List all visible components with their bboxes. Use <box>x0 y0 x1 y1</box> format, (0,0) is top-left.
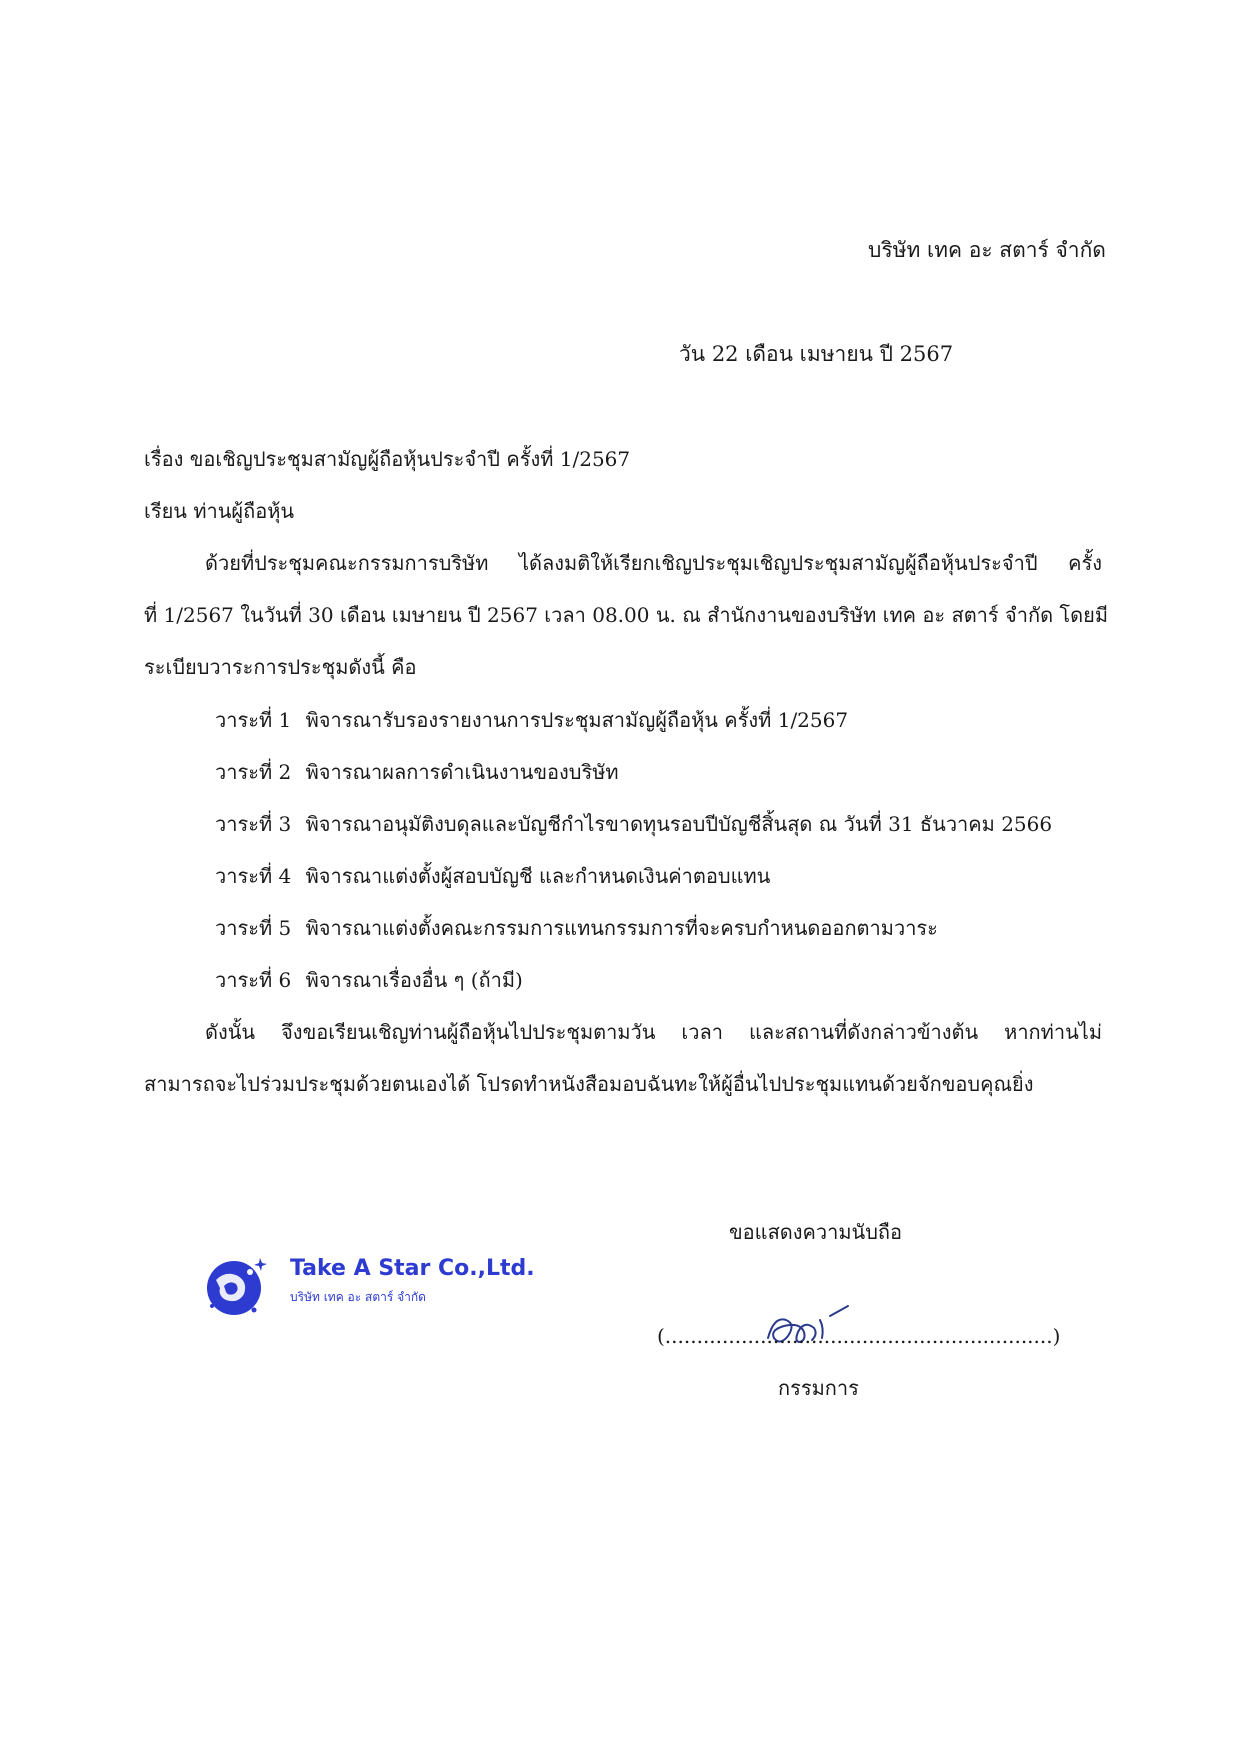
intro-line-3: ระเบียบวาระการประชุมดังนี้ คือ <box>144 655 417 679</box>
agenda-number: วาระที่ 2 <box>215 760 292 784</box>
agenda-number: วาระที่ 6 <box>215 968 292 992</box>
closing-phrase: ขอแสดงความนับถือ <box>729 1220 903 1244</box>
letter-salutation: เรียน ท่านผู้ถือหุ้น <box>144 499 295 523</box>
agenda-text: พิจารณาแต่งตั้งคณะกรรมการแทนกรรมการที่จะครบกำหนดออกตามวาระ <box>305 916 938 940</box>
agenda-text: พิจารณาอนุมัติงบดุลและบัญชีกำไรขาดทุนรอบปีบัญชีสิ้นสุด ณ วันที่ 31 ธันวาคม 2566 <box>305 812 1053 836</box>
letter-subject: เรื่อง ขอเชิญประชุมสามัญผู้ถือหุ้นประจำปี ครั้งที่ 1/2567 <box>144 447 631 471</box>
agenda-item <box>215 758 619 786</box>
intro-line-1: ด้วยที่ประชุมคณะกรรมการบริษัท ได้ลงมติให้เรียกเชิญประชุมเชิญประชุมสามัญผู้ถือหุ้นประจำปี ครั้ง <box>205 551 1102 575</box>
agenda-text: พิจารณาผลการดำเนินงานของบริษัท <box>305 760 619 784</box>
conclusion-line-1: ดังนั้น จึงขอเรียนเชิญท่านผู้ถือหุ้นไปประชุมตามวัน เวลา และสถานที่ดังกล่าวข้างต้น หากท่านไม่ <box>205 1020 1102 1044</box>
logo-company-thai-name: บริษัท เทค อะ สตาร์ จำกัด <box>290 1290 426 1304</box>
agenda-number: วาระที่ 5 <box>215 916 292 940</box>
company-logo <box>204 1250 535 1320</box>
star-globe-icon <box>204 1250 268 1320</box>
agenda-text: พิจารณาแต่งตั้งผู้สอบบัญชี และกำหนดเงินค่าตอบแทน <box>305 864 771 888</box>
signature-line: (.............................................................) <box>657 1324 1061 1348</box>
agenda-text: พิจารณารับรองรายงานการประชุมสามัญผู้ถือหุ้น ครั้งที่ 1/2567 <box>305 708 849 732</box>
agenda-number: วาระที่ 3 <box>215 812 292 836</box>
signer-position: กรรมการ <box>778 1376 859 1400</box>
agenda-item <box>215 914 938 942</box>
agenda-item <box>215 706 848 734</box>
agenda-text: พิจารณาเรื่องอื่น ๆ (ถ้ามี) <box>305 968 523 992</box>
agenda-item <box>215 862 770 890</box>
agenda-item <box>215 810 1052 838</box>
conclusion-line-2: สามารถจะไปร่วมประชุมด้วยตนเองได้ โปรดทำหนังสือมอบฉันทะให้ผู้อื่นไปประชุมแทนด้วยจักขอบคุณยิ่ง <box>144 1072 1034 1096</box>
intro-line-2: ที่ 1/2567 ในวันที่ 30 เดือน เมษายน ปี 2567 เวลา 08.00 น. ณ สำนักงานของบริษัท เทค อะ สตาร์ จำกัด โดยมี <box>144 603 1109 627</box>
logo-company-name: Take A Star Co.,Ltd. <box>290 1256 535 1281</box>
company-header: บริษัท เทค อะ สตาร์ จำกัด <box>868 238 1106 262</box>
letter-date: วัน 22 เดือน เมษายน ปี 2567 <box>679 342 954 366</box>
agenda-number: วาระที่ 1 <box>215 708 292 732</box>
agenda-item <box>215 966 523 994</box>
agenda-number: วาระที่ 4 <box>215 864 292 888</box>
